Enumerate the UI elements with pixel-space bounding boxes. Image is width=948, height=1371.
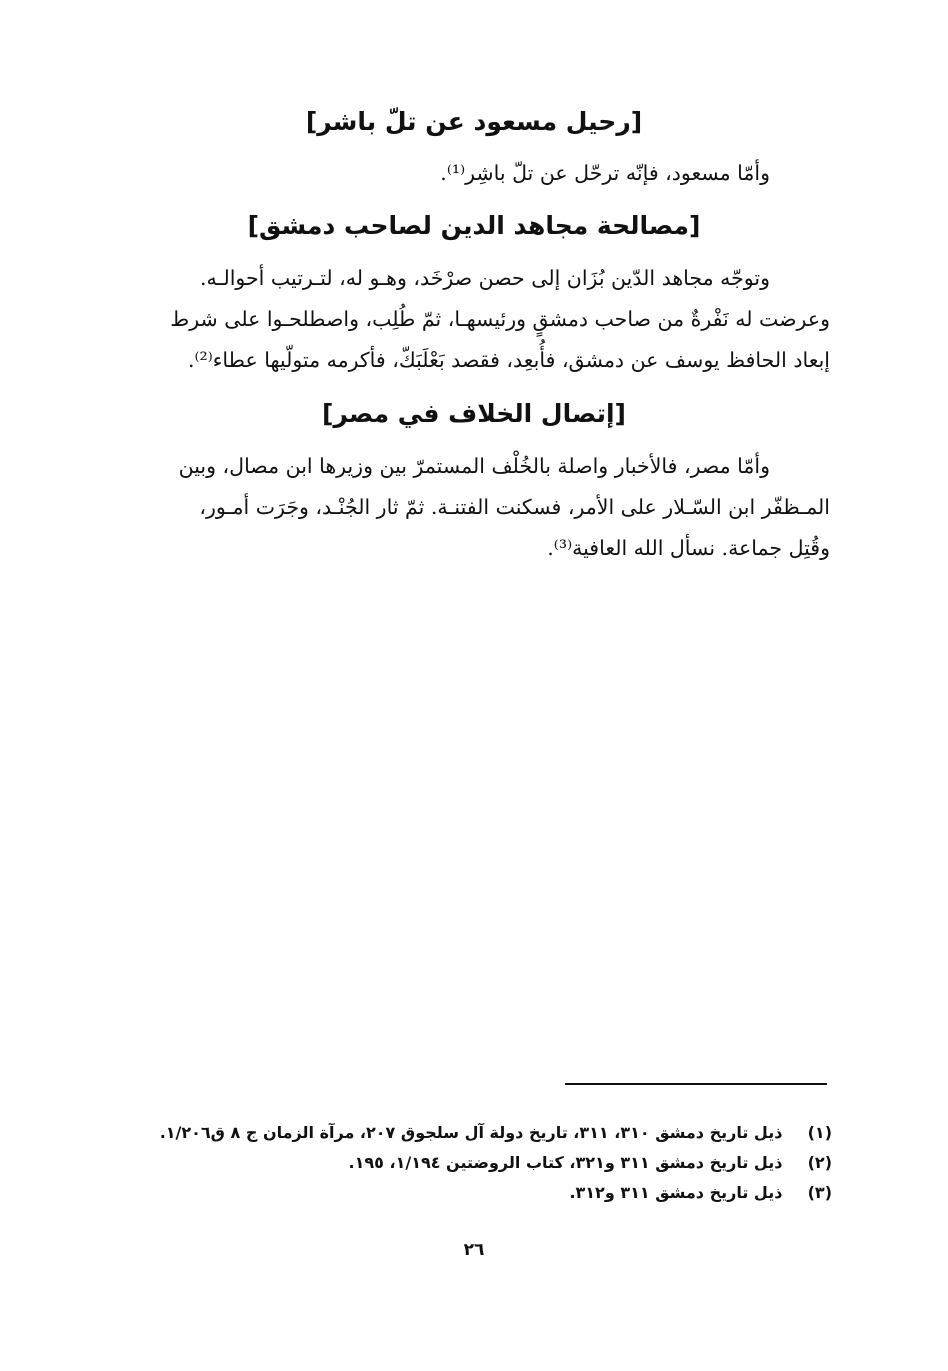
paragraph-line: المـظفّر ابن السّـلار على الأمر، فسكنت الفتنـة. ثمّ ثار الجُنْـد، وجَرَت أمـور، [199,495,830,519]
paragraph-line: وأمّا مسعود، فإنّه ترحّل عن تلّ باشِر⁽¹⁾. [440,161,770,185]
paragraph-line: وقُتِل جماعة. نسأل الله العافية⁽³⁾. [547,536,830,560]
paragraph-line: وأمّا مصر، فالأخبار واصلة بالخُلْف المستمرّ بين وزيرها ابن مصال، وبين [178,454,770,478]
footnote-number: (٢) [807,1153,832,1172]
footnote-text: ذيل تاريخ دمشق ٣١١ و٣١٢. [569,1183,783,1202]
paragraph-mujahid [118,258,830,381]
footnote-number: (٣) [807,1183,832,1202]
footnote-number: (١) [807,1123,832,1142]
paragraph-line: إبعاد الحافظ يوسف عن دمشق، فأُبعِد، فقصد بَعْلَبَكّ، فأكرمه متولّيها عطاء⁽²⁾. [187,348,830,372]
footnote-item [120,1118,832,1148]
footnote-item [120,1178,832,1208]
paragraph-masud [118,153,830,194]
footnote-text: ذيل تاريخ دمشق ٣١١ و٣٢١، كتاب الروضتين ١/١٩٤، ١٩٥. [348,1153,783,1172]
footnote-item [120,1148,832,1178]
section-heading-mujahid-reconciliation: [مصالحة مجاهد الدين لصاحب دمشق] [247,211,701,240]
section-heading-masud-departure: [رحيل مسعود عن تلّ باشر] [305,107,643,136]
paragraph-line: وتوجّه مجاهد الدّين بُزَان إلى حصن صرْخَد، وهـو له، لتـرتيب أحوالـه. [199,266,770,290]
footnotes-list [120,1118,832,1208]
paragraph-line: وعرضت له نَفْرةٌ من صاحب دمشقٍ ورئيسهـا، ثمّ طُلِب، واصطلحـوا على شرط [170,307,830,331]
footnote-text: ذيل تاريخ دمشق ٣١٠، ٣١١، تاريخ دولة آل سلجوق ٢٠٧، مرآة الزمان ج ٨ ق١/٢٠٦. [159,1123,783,1142]
paragraph-egypt [118,446,830,569]
footnote-separator [565,1083,827,1085]
page-number: ٢٦ [463,1240,485,1260]
section-heading-egypt-conflict: [إتصال الخلاف في مصر] [322,399,626,428]
